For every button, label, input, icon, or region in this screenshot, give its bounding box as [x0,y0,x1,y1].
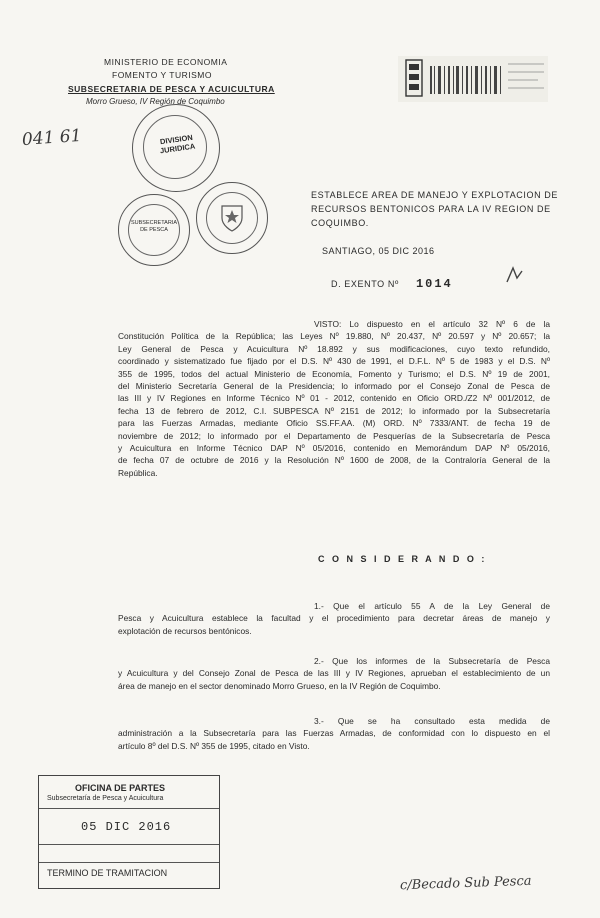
considerando-line: Pesca y Acuicultura establece la facultad y el procedimiento para decretar áreas de manejo y [118,613,550,624]
considerando-1 [118,600,550,637]
considerando-line: 2.- Que los informes de la Subsecretaría de Pesca [314,656,550,666]
considerando-line: administración a la Subsecretaría para las Fuerzas Armadas, de conformidad con lo dispuesto en el [118,728,550,739]
considerando-line: artículo 8º del D.S. Nº 355 de 1995, citado en Visto. [118,740,310,751]
oficina-partes-stamp [38,775,220,889]
decree-number-line [331,277,453,291]
ministry-name-line2: FOMENTO Y TURISMO [112,70,212,80]
visto-line: de fecha 07 de octubre de 2016 y la Resolución Nº 1600 de 2008, de la Contraloría General de la [118,455,550,466]
visto-line: Constitución Política de la República; las Leyes Nº 19.880, Nº 20.437, Nº 20.597 y Nº 20.657; la [118,331,550,342]
handwritten-margin-note: 041 61 [21,125,83,151]
visto-line: noviembre de 2012; lo informado por el Departamento de Pesquerías de la Subsecretaría de Pesca [118,430,550,441]
undersecretariat-name: SUBSECRETARIA DE PESCA Y ACUICULTURA [68,84,275,94]
visto-line: y Acuicultura en Informe Técnico DAP Nº 05/2016, contenido en Memorándum DAP Nº 05/2016, [118,443,550,454]
visto-line: República. [118,467,158,478]
secondary-seal [196,182,268,254]
considerando-2 [118,655,550,692]
considerando-line: explotación de recursos bentónicos. [118,625,252,636]
subsecretaria-seal [118,194,190,266]
considerando-heading: C O N S I D E R A N D O : [318,554,487,564]
visto-line: del Ministerio Secretaría General de la Presidencia; lo informado por el Consejo Zonal de Pesca de [118,381,550,392]
ministry-name: MINISTERIO DE ECONOMIA [104,57,228,67]
stamp-date: 05 DIC 2016 [81,820,172,834]
visto-line: las III y IV Regiones en Informe Técnico Nº 01 - 2012, contenido en Oficio ORD./Z2 Nº 001/2012, de [118,393,550,404]
division-juridica-seal [132,104,220,192]
considerando-line: 3.- Que se ha consultado esta medida de [314,716,550,726]
visto-line: para las Fuerzas Armadas, mediante Oficio SS.FF.AA. (M) ORD. Nº 7333/ANT. de fecha 19 de [118,418,550,429]
stamp-footer: TERMINO DE TRAMITACION [47,868,168,878]
handwritten-mark-icon [505,266,525,284]
decree-label: D. EXENTO Nº [331,279,399,289]
decree-title: ESTABLECE AREA DE MANEJO Y EXPLOTACION DE RECURSOS BENTONICOS PARA LA IV REGION DE COQUIMBO. [311,190,559,228]
seal-division-text: DIVISION JURIDICA [159,132,196,156]
seal-subsecretaria-text: SUBSECRETARIA DE PESCA [130,220,178,233]
visto-paragraph [118,318,550,479]
considerando-line: y Acuicultura y del Consejo Zonal de Pesca de las III y IV Regiones, aprueban el establecimiento de un [118,668,550,679]
coat-of-arms-icon [219,203,245,233]
decree-number: 1014 [415,277,453,291]
considerando-3 [118,715,550,752]
stamp-office: OFICINA DE PARTES [75,783,166,793]
barcode-label [398,56,548,102]
visto-line: 355 de 1995, todos del actual Ministerio de Economía, Fomento y Turismo; el D.S. Nº 19 de 2001, [118,368,550,379]
considerando-line: área de manejo en el sector denominado Morro Grueso, en la IV Región de Coquimbo. [118,680,441,691]
visto-line: fecha 13 de febrero de 2012, C.I. SUBPESCA Nº 2151 de 2012; lo informado por la Subsecretaría [118,405,550,416]
visto-line: VISTO: Lo dispuesto en el artículo 32 Nº 6 de la [314,319,550,329]
stamp-office-sub: Subsecretaría de Pesca y Acuicultura [47,795,164,802]
visto-line: Ley General de Pesca y Acuicultura Nº 18.892 y sus modificaciones, cuyo texto refundido, [118,343,550,354]
signature-note: c/Becado Sub Pesca [399,873,532,894]
considerando-line: 1.- Que el artículo 55 A de la Ley General de [314,601,550,611]
visto-line: coordinado y sistematizado fue fijado por el D.S. Nº 430 de 1991, el D.F.L. Nº 5 de 1983 y el D.S. Nº [118,356,550,367]
date-line: SANTIAGO, 05 DIC 2016 [322,246,435,256]
location-line: Morro Grueso, IV Región de Coquimbo [86,97,225,106]
